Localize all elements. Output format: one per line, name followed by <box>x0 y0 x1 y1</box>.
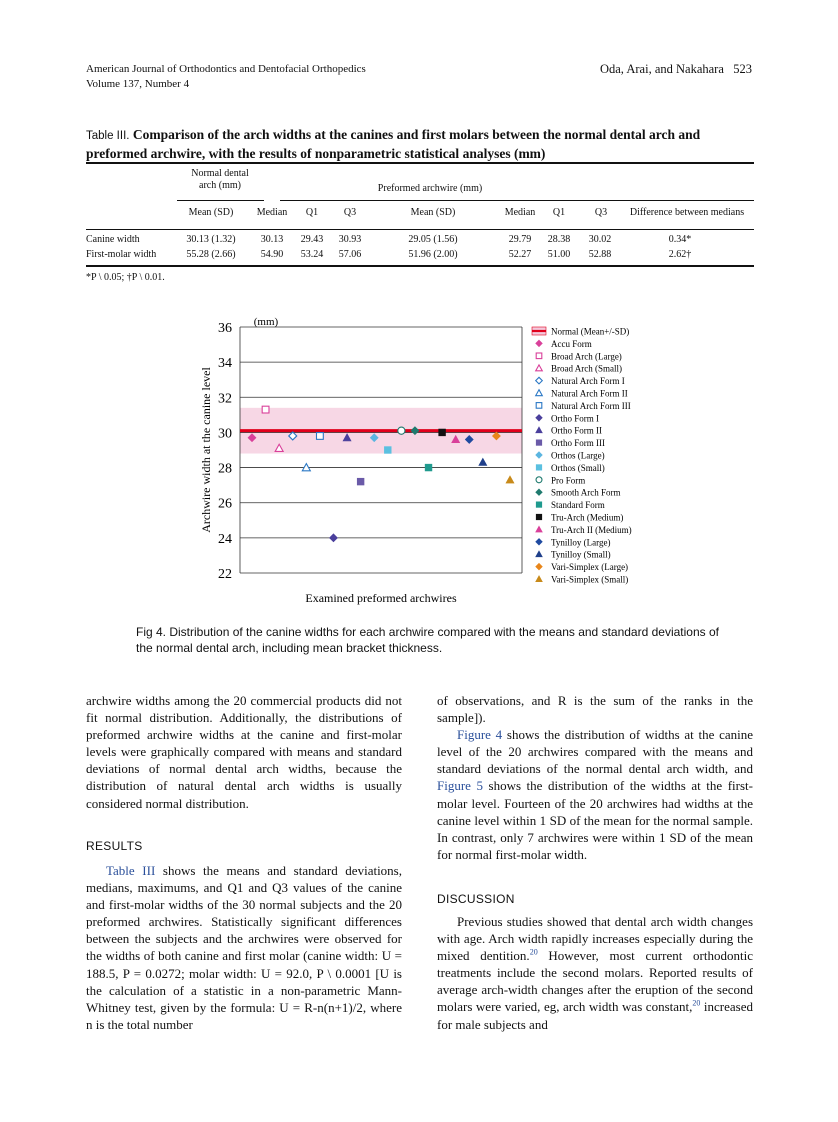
y-tick-label-34: 34 <box>218 356 232 372</box>
group-header-normal-line1: Normal dental <box>191 168 249 179</box>
table-3-link[interactable]: Table III <box>106 863 156 878</box>
point-tynilloy-small <box>479 458 487 465</box>
y-tick-label-24: 24 <box>218 531 232 547</box>
legend-label-natural-arch-form-ii: Natural Arch Form II <box>551 388 628 399</box>
group-rule-normal <box>177 200 264 201</box>
legend-label-tru-arch-medium: Tru-Arch (Medium) <box>551 512 624 523</box>
group-header-normal <box>170 168 270 192</box>
table-header-rule <box>86 229 754 230</box>
cell-canine-p-mean: 29.05 (1.56) <box>408 234 458 245</box>
right-paragraph-3 <box>437 913 753 1033</box>
legend-label-broad-arch-large: Broad Arch (Large) <box>551 351 622 362</box>
legend-label-accu-form: Accu Form <box>551 338 592 349</box>
legend-label-orthos-large: Orthos (Large) <box>551 450 605 461</box>
legend-marker-ortho-form-i <box>536 415 543 422</box>
point-broad-arch-large <box>262 406 269 413</box>
legend-marker-smooth-arch-form <box>536 489 543 496</box>
figure-caption: Fig 4. Distribution of the canine widths for each archwire compared with the means and standard deviations of the normal dental arch, including mean bracket thickness. <box>136 625 719 655</box>
figure-4-chart <box>190 312 650 610</box>
group-header-preformed: Preformed archwire (mm) <box>377 183 483 194</box>
col-header-normal-median: Median <box>256 207 288 218</box>
legend-marker-natural-arch-form-ii <box>536 390 543 396</box>
figure-5-link[interactable]: Figure 5 <box>437 778 483 794</box>
results-heading: RESULTS <box>86 839 143 853</box>
group-rule-preformed <box>280 200 754 201</box>
point-natural-arch-form-iii <box>316 433 323 440</box>
authors: Oda, Arai, and Nakahara <box>599 62 724 76</box>
col-header-preformed-q1: Q1 <box>552 207 566 218</box>
cell-molar-n-q3: 57.06 <box>338 249 362 260</box>
left-column-results <box>86 862 402 1033</box>
legend-marker-tynilloy-large <box>536 539 543 546</box>
point-tru-arch-medium <box>439 429 446 436</box>
table-caption <box>86 126 754 162</box>
right-paragraph-3-text-b: However, most current orthodontic treatments include the second molars. Reported results of average arch-width changes after the eruption of the second molars were varied, eg, arch width was constant, <box>437 948 753 1015</box>
legend-marker-orthos-large <box>536 452 543 459</box>
cell-canine-n-q1: 29.43 <box>300 234 324 245</box>
discussion-heading: DISCUSSION <box>437 892 515 906</box>
y-tick-label-28: 28 <box>218 461 232 477</box>
cell-canine-p-q1: 28.38 <box>547 234 571 245</box>
unit-label: (mm) <box>253 316 279 328</box>
point-pro-form <box>398 427 405 434</box>
legend-marker-pro-form <box>536 477 542 483</box>
legend-marker-accu-form <box>536 340 543 347</box>
point-ortho-form-iii <box>357 478 364 485</box>
right-paragraph-3-text-c: increased for male subjects and <box>437 999 753 1032</box>
table-top-rule <box>86 162 754 164</box>
legend-marker-natural-arch-form-i <box>536 377 543 384</box>
left-column <box>86 692 402 812</box>
reference-20-a[interactable]: 20 <box>529 947 538 957</box>
legend-label-smooth-arch-form: Smooth Arch Form <box>551 487 621 498</box>
table-label: Table III. <box>86 130 130 142</box>
journal-title: American Journal of Orthodontics and Dentofacial Orthopedics <box>86 63 366 75</box>
legend-marker-tru-arch-ii-medium <box>536 526 543 532</box>
point-natural-arch-form-ii <box>302 464 310 471</box>
right-paragraph-2-text-a: shows the distribution of widths at the canine level of the 20 archwires compared with the means and standard deviations of the normal dental arch width, and <box>437 727 753 777</box>
col-header-normal-mean: Mean (SD) <box>188 207 234 218</box>
y-axis-label: Archwire width at the canine level <box>199 367 213 533</box>
legend-label-tynilloy-large: Tynilloy (Large) <box>551 537 611 548</box>
legend-marker-standard-form <box>536 502 542 508</box>
cell-canine-n-median: 30.13 <box>260 234 284 245</box>
legend-label-vari-simplex-small: Vari-Simplex (Small) <box>551 574 629 585</box>
cell-molar-p-q1: 51.00 <box>547 249 571 260</box>
right-paragraph-3-text-a: Previous studies showed that dental arch width changes with age. Arch width rapidly increases especially during the mixed dentition. <box>437 914 753 964</box>
group-header-normal-line2: arch (mm) <box>199 180 241 191</box>
table-title: Comparison of the arch widths at the canines and first molars between the normal dental arch and preformed archwire, with the results of nonparametric statistical analyses (mm) <box>86 127 701 161</box>
legend-marker-orthos-small <box>536 465 542 471</box>
legend-marker-vari-simplex-small <box>536 576 543 582</box>
reference-20-b[interactable]: 20 <box>692 999 701 1009</box>
cell-canine-p-q3: 30.02 <box>588 234 612 245</box>
legend-label-natural-arch-form-iii: Natural Arch Form III <box>551 400 631 411</box>
col-header-difference: Difference between medians <box>629 207 745 218</box>
journal-volume: Volume 137, Number 4 <box>86 78 190 90</box>
legend-marker-vari-simplex-large <box>536 563 543 570</box>
legend-marker-ortho-form-ii <box>536 427 543 433</box>
legend-label-broad-arch-small: Broad Arch (Small) <box>551 363 622 374</box>
cell-molar-n-median: 54.90 <box>260 249 284 260</box>
cell-molar-diff: 2.62† <box>668 249 692 260</box>
col-header-preformed-median: Median <box>504 207 536 218</box>
left-paragraph-2 <box>86 862 402 1033</box>
legend-marker-natural-arch-form-iii <box>536 403 542 409</box>
y-tick-label-26: 26 <box>218 496 232 512</box>
point-standard-form <box>425 464 432 471</box>
y-tick-label-30: 30 <box>218 426 232 442</box>
right-paragraph-2 <box>437 726 753 863</box>
left-paragraph-1: archwire widths among the 20 commercial products did not fit normal distribution. Additionally, the distributions of preformed archwire widths at the canine and first-molar levels were graphically compared with means and standard deviations of normal dental arch widths, because the distribution of natural dental arch widths is usually considered normal distribution. <box>86 693 402 811</box>
legend-marker-tru-arch-medium <box>536 514 542 520</box>
running-header-right <box>600 62 752 77</box>
point-orthos-small <box>384 447 391 454</box>
cell-canine-n-q3: 30.93 <box>338 234 362 245</box>
cell-molar-p-q3: 52.88 <box>588 249 612 260</box>
cell-molar-p-mean: 51.96 (2.00) <box>408 249 458 260</box>
legend-marker-tynilloy-small <box>536 551 543 557</box>
legend-label-natural-arch-form-i: Natural Arch Form I <box>551 376 625 387</box>
legend-label-ortho-form-ii: Ortho Form II <box>551 425 602 436</box>
legend-label-standard-form: Standard Form <box>551 500 605 511</box>
right-paragraph-1: of observations, and R is the sum of the ranks in the sample]). <box>437 693 753 726</box>
right-column-discussion <box>437 913 753 1033</box>
figure-4-link[interactable]: Figure 4 <box>457 727 503 743</box>
point-ortho-form-i <box>329 534 337 542</box>
legend-label-ortho-form-iii: Ortho Form III <box>551 438 605 449</box>
legend-marker-broad-arch-small <box>536 365 543 371</box>
y-tick-label-22: 22 <box>218 567 232 582</box>
legend-label-pro-form: Pro Form <box>551 475 586 486</box>
legend-label-tru-arch-ii-medium: Tru-Arch II (Medium) <box>551 524 632 535</box>
legend-marker-broad-arch-large <box>536 353 542 359</box>
left-paragraph-2-text: shows the means and standard deviations, medians, maximums, and Q1 and Q3 values of the canine and first-molar widths of the 30 normal subjects and the 20 preformed archwires. Statistically significant differences between the subjects and the archwires were observed for the widths of both canine and first molar (canine width: U = 188.5, P = 0.0272; molar width: U = 92.0, P \ 0.0001 [U is the calculation of a statistic in a non-parametric Mann-Whitney test, given by the formula: U = R-n(n+1)/2, where n is the total number <box>86 863 402 1032</box>
col-header-preformed-q3: Q3 <box>594 207 608 218</box>
col-header-normal-q1: Q1 <box>305 207 319 218</box>
y-tick-label-32: 32 <box>218 391 232 407</box>
legend-label-tynilloy-small: Tynilloy (Small) <box>551 549 611 560</box>
page-number: 523 <box>733 62 752 76</box>
legend-label-vari-simplex-large: Vari-Simplex (Large) <box>551 562 629 573</box>
row-label-molar: First-molar width <box>86 249 157 260</box>
y-tick-label-36: 36 <box>218 321 232 336</box>
legend-marker-ortho-form-iii <box>536 440 542 446</box>
cell-canine-diff: 0.34* <box>668 234 692 245</box>
cell-molar-p-median: 52.27 <box>508 249 532 260</box>
table-bottom-rule <box>86 265 754 267</box>
table-footnote: *P \ 0.05; †P \ 0.01. <box>86 272 165 283</box>
point-vari-simplex-small <box>506 476 514 483</box>
cell-canine-n-mean: 30.13 (1.32) <box>186 234 236 245</box>
row-label-canine: Canine width <box>86 234 140 245</box>
right-paragraph-2-text-b: shows the distribution of the widths at the first-molar level. Fourteen of the 20 archwires had widths at the canine level within 1 SD of the mean for the normal sample. In contrast, only 7 archwires were within 1 SD of the mean for normal first-molar width. <box>437 778 753 862</box>
cell-molar-n-q1: 53.24 <box>300 249 324 260</box>
legend-label-ortho-form-i: Ortho Form I <box>551 413 599 424</box>
legend-label-normal: Normal (Mean+/-SD) <box>551 326 630 337</box>
cell-canine-p-median: 29.79 <box>508 234 532 245</box>
col-header-normal-q3: Q3 <box>343 207 357 218</box>
col-header-preformed-mean: Mean (SD) <box>410 207 456 218</box>
cell-molar-n-mean: 55.28 (2.66) <box>186 249 236 260</box>
x-axis-label: Examined preformed archwires <box>305 591 457 605</box>
right-column <box>437 692 753 863</box>
legend-label-orthos-small: Orthos (Small) <box>551 462 605 473</box>
